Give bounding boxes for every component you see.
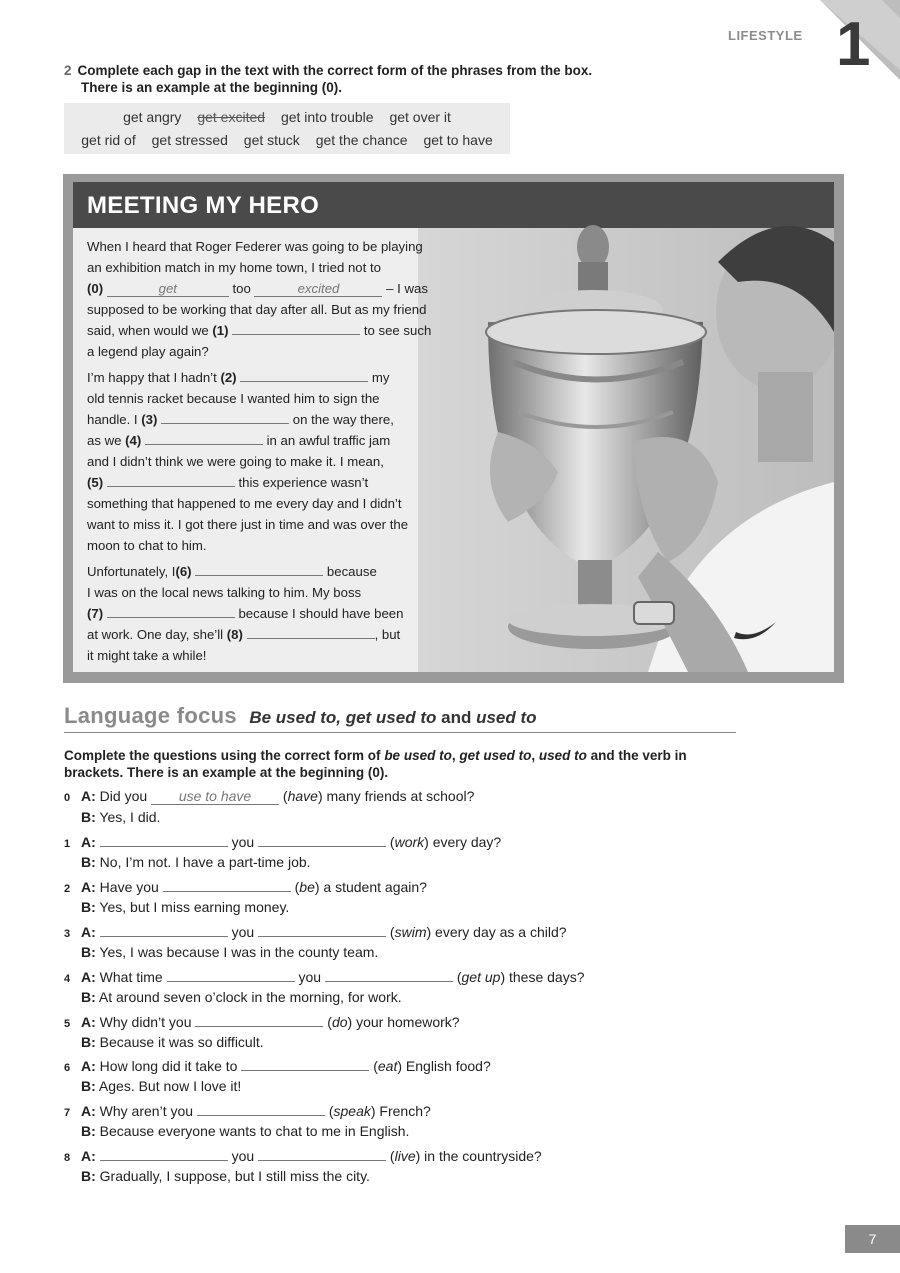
b-label: B:	[81, 1123, 96, 1139]
qa-item-4	[64, 968, 585, 1005]
gap-label: (4)	[125, 433, 142, 448]
instruction-line-1: Complete each gap in the text with the correct form of the phrases from the box.	[77, 63, 593, 78]
text-line: supposed to be working that day after all. But as my friend	[87, 302, 427, 317]
b-label: B:	[81, 809, 96, 825]
instruction-term: used to	[538, 748, 587, 763]
b-label: B:	[81, 944, 96, 960]
answer-line	[64, 1168, 542, 1184]
answer-gap[interactable]	[167, 968, 295, 982]
item-number: 8	[64, 1152, 71, 1164]
gap-label: (8)	[226, 627, 243, 642]
question-text: you	[231, 1148, 255, 1164]
question-line: 1 A: you (work) every day?	[64, 834, 502, 850]
text-fragment: as we	[87, 433, 122, 448]
answer-text: Because everyone wants to chat to me in English.	[99, 1123, 410, 1139]
qa-item-0	[64, 788, 474, 825]
question-text: Did you	[99, 788, 148, 804]
answer-gap[interactable]	[100, 1147, 228, 1161]
question-line: 0 A: Did you use to have (have) many friends at school?	[64, 788, 475, 804]
question-text: What time	[99, 969, 163, 985]
gap-1[interactable]	[232, 321, 360, 335]
text-fragment: too	[232, 281, 251, 296]
verb-prompt: swim	[394, 924, 427, 940]
item-number: 3	[64, 928, 71, 940]
phrase: get the chance	[315, 132, 408, 148]
text-line: moon to chat to him.	[87, 538, 207, 553]
text-line: an exhibition match in my home town, I tried not to	[87, 260, 381, 275]
text-fragment: said, when would we	[87, 323, 209, 338]
question-text: Why didn’t you	[99, 1014, 192, 1030]
reading-inner	[73, 182, 834, 672]
gap-7[interactable]	[107, 604, 235, 618]
subtitle-part: Be used to, get used to	[249, 708, 437, 727]
b-label: B:	[81, 1168, 96, 1184]
example-gap[interactable]: get	[107, 282, 229, 297]
item-number: 0	[64, 792, 71, 804]
gap-label: (6)	[175, 564, 192, 579]
federer-trophy-photo	[418, 182, 834, 672]
b-label: B:	[81, 899, 96, 915]
question-line: 6 A: How long did it take to (eat) English food?	[64, 1058, 491, 1074]
question-text: Have you	[99, 879, 159, 895]
text-line: old tennis racket because I wanted him to sign the	[87, 391, 380, 406]
answer-gap[interactable]	[258, 923, 386, 937]
page-number: 7	[845, 1225, 900, 1253]
language-focus-title: Language focus	[64, 703, 237, 728]
question-text: many friends at school?	[326, 788, 475, 804]
question-text: every day?	[432, 834, 502, 850]
item-number: 4	[64, 973, 71, 985]
question-text: a student again?	[323, 879, 427, 895]
section-label: LIFESTYLE	[728, 28, 803, 43]
unit-number: 1	[836, 10, 871, 79]
question-text: you	[231, 834, 255, 850]
text-fragment: because I should have been	[238, 606, 404, 621]
question-text: you	[231, 924, 255, 940]
answer-line	[64, 899, 427, 915]
answer-text: Ages. But now I love it!	[98, 1078, 242, 1094]
answer-gap[interactable]	[197, 1102, 325, 1116]
gap-6[interactable]	[195, 562, 323, 576]
a-label: A:	[81, 924, 96, 940]
gap-label: (5)	[87, 475, 104, 490]
gap-4[interactable]	[145, 431, 263, 445]
subtitle-part: used to	[476, 708, 537, 727]
a-label: A:	[81, 1103, 96, 1119]
paragraph	[87, 236, 435, 362]
verb-prompt: be	[299, 879, 315, 895]
exercise-number: 2	[64, 63, 72, 78]
reading-title: MEETING MY HERO	[87, 192, 320, 219]
text-fragment: this experience wasn’t	[238, 475, 369, 490]
reading-panel	[63, 174, 844, 683]
gap-2[interactable]	[240, 368, 368, 382]
instruction-fragment: brackets. There is an example at the beginning (0).	[64, 765, 389, 780]
text-fragment: on the way there,	[292, 412, 394, 427]
instruction-fragment: Complete the questions using the correct form of	[64, 748, 381, 763]
a-label: A:	[81, 788, 96, 804]
a-label: A:	[81, 879, 96, 895]
phrase: get rid of	[81, 132, 136, 148]
a-label: A:	[81, 1148, 96, 1164]
qa-item-3	[64, 923, 567, 960]
phrase-row-2	[64, 132, 510, 148]
a-label: A:	[81, 1014, 96, 1030]
text-line: When I heard that Roger Federer was going to be playing	[87, 239, 423, 254]
text-fragment: my	[371, 370, 390, 385]
exercise-2-instruction	[64, 62, 664, 96]
text-line: want to miss it. I got there just in time and was over the	[87, 517, 409, 532]
text-fragment: , but	[374, 627, 401, 642]
question-text: in the countryside?	[424, 1148, 542, 1164]
question-text: every day as a child?	[435, 924, 567, 940]
gap-label: (0)	[87, 281, 104, 296]
language-focus-heading	[64, 703, 736, 733]
answer-gap[interactable]	[163, 878, 291, 892]
text-fragment: in an awful traffic jam	[266, 433, 391, 448]
example-answer-gap[interactable]: use to have	[151, 788, 279, 805]
text-fragment: handle. I	[87, 412, 138, 427]
gap-label: (1)	[212, 323, 229, 338]
answer-line	[64, 989, 585, 1005]
gap-label: (3)	[141, 412, 158, 427]
paragraph	[87, 367, 435, 556]
text-fragment: because	[326, 564, 377, 579]
gap-8[interactable]	[247, 625, 375, 639]
question-line: 7 A: Why aren’t you (speak) French?	[64, 1103, 431, 1119]
question-text: Why aren’t you	[99, 1103, 194, 1119]
qa-item-8	[64, 1147, 542, 1184]
verb-prompt: have	[287, 788, 318, 804]
question-text: English food?	[405, 1058, 491, 1074]
b-label: B:	[81, 989, 96, 1005]
phrase: get angry	[123, 109, 182, 125]
gap-5[interactable]	[107, 473, 235, 487]
instruction-term: be used to	[384, 748, 452, 763]
text-line: something that happened to me every day and I didn’t	[87, 496, 402, 511]
answer-line	[64, 854, 501, 870]
gap-label: (2)	[220, 370, 237, 385]
answer-gap[interactable]	[258, 833, 386, 847]
gap-3[interactable]	[161, 410, 289, 424]
a-label: A:	[81, 1058, 96, 1074]
answer-text: Gradually, I suppose, but I still miss the city.	[99, 1168, 370, 1184]
phrase-row-1	[64, 109, 510, 125]
item-number: 5	[64, 1018, 71, 1030]
verb-prompt: work	[394, 834, 425, 850]
answer-gap[interactable]	[325, 968, 453, 982]
answer-text: Because it was so difficult.	[99, 1034, 264, 1050]
answer-gap[interactable]	[100, 833, 228, 847]
phrase: get over it	[389, 109, 451, 125]
answer-text: Yes, but I miss earning money.	[99, 899, 290, 915]
gap-label: (7)	[87, 606, 104, 621]
text-line: a legend play again?	[87, 344, 209, 359]
answer-gap[interactable]	[195, 1013, 323, 1027]
phrase: get stuck	[243, 132, 300, 148]
item-number: 7	[64, 1107, 71, 1119]
question-line: 5 A: Why didn’t you (do) your homework?	[64, 1014, 460, 1030]
answer-gap[interactable]	[258, 1147, 386, 1161]
question-line: 3 A: you (swim) every day as a child?	[64, 924, 567, 940]
question-text: you	[298, 969, 322, 985]
question-line: 8 A: you (live) in the countryside?	[64, 1148, 542, 1164]
phrase: get stressed	[151, 132, 228, 148]
verb-prompt: do	[331, 1014, 348, 1030]
question-text: How long did it take to	[99, 1058, 238, 1074]
qa-item-5	[64, 1013, 460, 1050]
phrase-example-struck: get excited	[197, 109, 266, 125]
verb-prompt: live	[394, 1148, 416, 1164]
example-gap[interactable]: excited	[254, 282, 382, 297]
phrase: get into trouble	[280, 109, 374, 125]
answer-line	[64, 809, 474, 825]
b-label: B:	[81, 1034, 96, 1050]
question-line: 4 A: What time you (get up) these days?	[64, 969, 585, 985]
text-fragment: I’m happy that I hadn’t	[87, 370, 217, 385]
qa-item-1	[64, 833, 501, 870]
instruction-term: get used to	[459, 748, 532, 763]
a-label: A:	[81, 969, 96, 985]
item-number: 1	[64, 838, 71, 850]
question-text: French?	[379, 1103, 431, 1119]
item-number: 2	[64, 883, 71, 895]
instruction-line-2: There is an example at the beginning (0).	[81, 80, 343, 95]
answer-gap[interactable]	[241, 1057, 369, 1071]
answer-text: Yes, I did.	[99, 809, 161, 825]
phrase-box	[64, 103, 510, 154]
qa-item-6	[64, 1057, 491, 1094]
text-line: I was on the local news talking to him. My boss	[87, 585, 362, 600]
text-line: it might take a while!	[87, 648, 207, 663]
answer-line	[64, 1034, 460, 1050]
language-focus-subtitle	[249, 708, 536, 727]
verb-prompt: get up	[461, 969, 501, 985]
phrase: get to have	[423, 132, 493, 148]
b-label: B:	[81, 1078, 96, 1094]
answer-gap[interactable]	[100, 923, 228, 937]
verb-prompt: eat	[377, 1058, 398, 1074]
answer-line	[64, 944, 567, 960]
text-fragment: at work. One day, she’ll	[87, 627, 224, 642]
answer-text: At around seven o’clock in the morning, for work.	[98, 989, 402, 1005]
text-line: and I didn’t think we were going to make it. I mean,	[87, 454, 384, 469]
language-focus-instruction: Complete the questions using the correct form of be used to, get used to, used to and the verb in brackets. There is an example at the beginning (0).	[64, 748, 687, 780]
text-fragment: – I was	[386, 281, 428, 296]
a-label: A:	[81, 834, 96, 850]
instruction-fragment: and the verb in	[590, 748, 687, 763]
subtitle-and: and	[441, 708, 472, 727]
qa-item-7	[64, 1102, 431, 1139]
paragraph	[87, 561, 435, 666]
answer-line	[64, 1123, 431, 1139]
answer-line	[64, 1078, 491, 1094]
b-label: B:	[81, 854, 96, 870]
question-line: 2 A: Have you (be) a student again?	[64, 879, 427, 895]
text-fragment: to see such	[363, 323, 432, 338]
answer-text: Yes, I was because I was in the county team.	[99, 944, 379, 960]
question-text: these days?	[509, 969, 585, 985]
qa-item-2	[64, 878, 427, 915]
question-text: your homework?	[356, 1014, 460, 1030]
verb-prompt: speak	[333, 1103, 371, 1119]
text-fragment: Unfortunately, I	[87, 564, 176, 579]
reading-text	[87, 236, 435, 671]
answer-text: No, I’m not. I have a part-time job.	[99, 854, 311, 870]
item-number: 6	[64, 1062, 71, 1074]
